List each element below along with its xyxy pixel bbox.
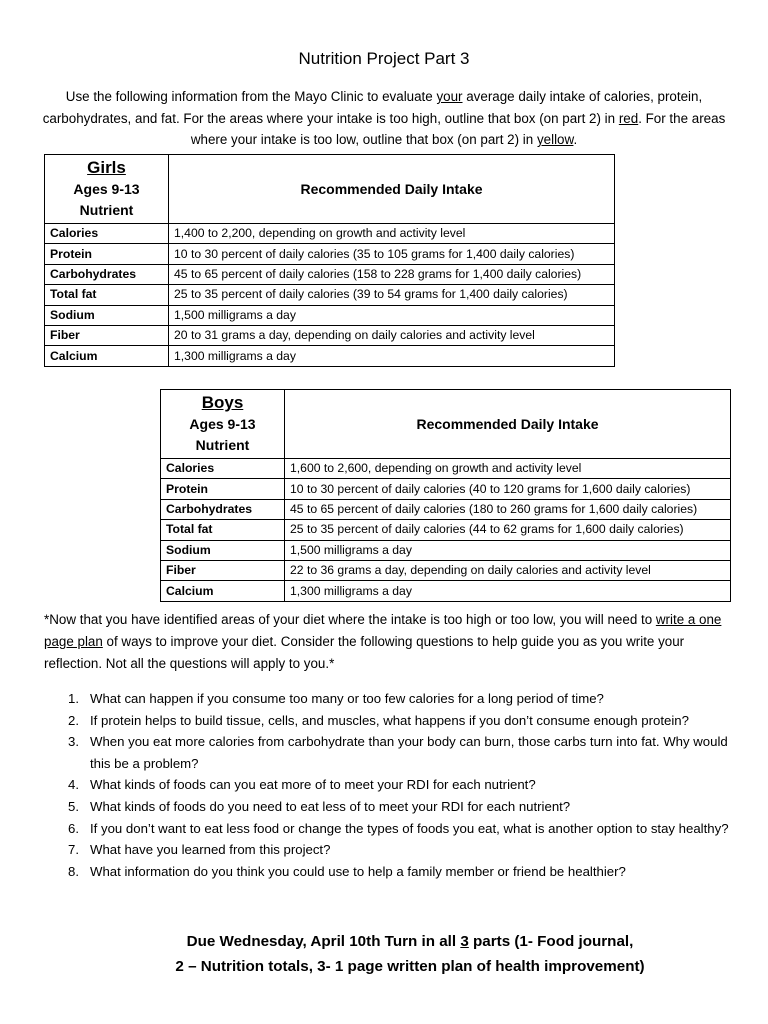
- recommended-intake: 10 to 30 percent of daily calories (35 to 105 grams for 1,400 daily calories): [169, 244, 615, 264]
- intro-text: .: [573, 132, 578, 147]
- recommended-intake: 22 to 36 grams a day, depending on daily calories and activity level: [285, 560, 731, 580]
- note-text: *Now that you have identified areas of your diet where the intake is too high or too low, you will need to: [44, 612, 656, 627]
- list-item: [44, 774, 744, 796]
- list-item: [44, 688, 744, 710]
- question-number: 3.: [68, 734, 79, 750]
- recommended-intake: 25 to 35 percent of daily calories (44 to 62 grams for 1,600 daily calories): [285, 520, 731, 540]
- nutrient-name: Calcium: [161, 581, 285, 601]
- note-text: of ways to improve your diet. Consider the following questions to help guide you as you write your reflection. Not all the questions will apply to you.*: [44, 634, 685, 671]
- recommended-intake: 1,500 milligrams a day: [169, 305, 615, 325]
- table-row: [45, 285, 615, 305]
- table-row: [161, 560, 731, 580]
- nutrient-name: Total fat: [45, 285, 169, 305]
- table-row: [45, 244, 615, 264]
- nutrient-name: Calories: [161, 459, 285, 479]
- recommended-intake: 10 to 30 percent of daily calories (40 to 120 grams for 1,600 daily calories): [285, 479, 731, 499]
- question-text: If you don’t want to eat less food or change the types of foods you eat, what is another option to stay healthy?: [90, 820, 729, 836]
- recommended-intake: 45 to 65 percent of daily calories (158 to 228 grams for 1,400 daily calories): [169, 264, 615, 284]
- note-emphasis: write a one page plan: [44, 612, 722, 649]
- table-row: [45, 264, 615, 284]
- nutrient-name: Carbohydrates: [161, 499, 285, 519]
- table-row: [161, 459, 731, 479]
- boys-heading: Boys: [201, 393, 244, 412]
- question-number: 5.: [68, 798, 79, 814]
- recommended-intake: 25 to 35 percent of daily calories (39 to 54 grams for 1,400 daily calories): [169, 285, 615, 305]
- list-item: [44, 818, 744, 840]
- boys-header-cell: [161, 390, 285, 459]
- girls-nutrient-header: Nutrient: [79, 202, 134, 218]
- nutrient-name: Calcium: [45, 346, 169, 366]
- due-line-2: 2 – Nutrition totals, 3- 1 page written plan of health improvement): [175, 958, 645, 975]
- recommended-intake: 20 to 31 grams a day, depending on daily calories and activity level: [169, 325, 615, 345]
- girls-heading: Girls: [87, 158, 126, 177]
- girls-rdi-table: [44, 154, 615, 367]
- question-number: 2.: [68, 712, 79, 728]
- table-row: [45, 305, 615, 325]
- recommended-intake: 1,600 to 2,600, depending on growth and activity level: [285, 459, 731, 479]
- question-text: If protein helps to build tissue, cells, and muscles, what happens if you don’t consume enough protein?: [90, 712, 689, 728]
- question-number: 6.: [68, 820, 79, 836]
- guiding-questions-list: [44, 688, 744, 882]
- boys-intake-header: Recommended Daily Intake: [285, 390, 731, 459]
- nutrient-name: Fiber: [45, 325, 169, 345]
- table-row: [161, 581, 731, 601]
- nutrient-name: Fiber: [161, 560, 285, 580]
- boys-rdi-table: [160, 389, 731, 602]
- intro-text: Use the following information from the Mayo Clinic to evaluate: [65, 89, 437, 104]
- table-row: [161, 540, 731, 560]
- nutrient-name: Protein: [45, 244, 169, 264]
- due-text: parts (1- Food journal,: [468, 933, 634, 950]
- due-text: Due Wednesday, April 10th Turn in all: [186, 933, 461, 950]
- nutrient-name: Protein: [161, 479, 285, 499]
- girls-intake-header: Recommended Daily Intake: [169, 155, 615, 224]
- boys-ages: Ages 9-13: [189, 416, 256, 432]
- recommended-intake: 1,500 milligrams a day: [285, 540, 731, 560]
- recommended-intake: 1,300 milligrams a day: [285, 581, 731, 601]
- question-text: What kinds of foods do you need to eat less of to meet your RDI for each nutrient?: [90, 798, 571, 814]
- intro-emphasis-red: red: [618, 110, 639, 126]
- due-date-notice: [0, 929, 768, 979]
- intro-text: . For the areas where your intake is too low, outline that box (on part 2) in: [190, 110, 726, 147]
- boys-nutrient-header: Nutrient: [195, 437, 250, 453]
- question-text: When you eat more calories from carbohydrate than your body can burn, those carbs turn into fat. Why would this be a problem?: [90, 734, 728, 771]
- intro-emphasis-your: your: [436, 89, 463, 104]
- question-number: 7.: [68, 842, 79, 858]
- girls-header-cell: [45, 155, 169, 224]
- question-number: 1.: [68, 691, 79, 706]
- question-number: 4.: [68, 777, 79, 793]
- table-row: [45, 346, 615, 366]
- question-text: What have you learned from this project?: [90, 842, 331, 858]
- recommended-intake: 45 to 65 percent of daily calories (180 to 260 grams for 1,600 daily calories): [285, 499, 731, 519]
- table-row: [161, 499, 731, 519]
- list-item: [44, 796, 744, 818]
- list-item: [44, 731, 744, 774]
- question-text: What information do you think you could use to help a family member or friend be healthier?: [90, 863, 626, 879]
- table-row: [161, 520, 731, 540]
- nutrient-name: Carbohydrates: [45, 264, 169, 284]
- table-row: [45, 325, 615, 345]
- due-parts-count: 3: [460, 933, 469, 950]
- list-item: [44, 710, 744, 732]
- question-number: 8.: [68, 863, 79, 879]
- nutrient-name: Sodium: [45, 305, 169, 325]
- recommended-intake: 1,400 to 2,200, depending on growth and activity level: [169, 224, 615, 244]
- intro-emphasis-yellow: yellow: [536, 132, 574, 147]
- intro-paragraph: [28, 86, 740, 151]
- recommended-intake: 1,300 milligrams a day: [169, 346, 615, 366]
- page-title: Nutrition Project Part 3: [298, 49, 470, 68]
- intro-text: average daily intake of calories, protein, carbohydrates, and fat. For the areas where your intake is too high, outline that box (on part 2) in: [42, 89, 703, 126]
- question-text: What can happen if you consume too many or too few calories for a long period of time?: [90, 691, 604, 706]
- table-row: [161, 479, 731, 499]
- list-item: [44, 861, 744, 883]
- due-line-1: [0, 929, 768, 954]
- table-header-row: [161, 390, 731, 459]
- table-header-row: [45, 155, 615, 224]
- question-text: What kinds of foods can you eat more of to meet your RDI for each nutrient?: [90, 777, 536, 793]
- table-row: [45, 224, 615, 244]
- list-item: [44, 839, 744, 861]
- nutrient-name: Total fat: [161, 520, 285, 540]
- girls-ages: Ages 9-13: [73, 181, 140, 197]
- reflection-instructions: [44, 609, 734, 675]
- nutrient-name: Calories: [45, 224, 169, 244]
- nutrient-name: Sodium: [161, 540, 285, 560]
